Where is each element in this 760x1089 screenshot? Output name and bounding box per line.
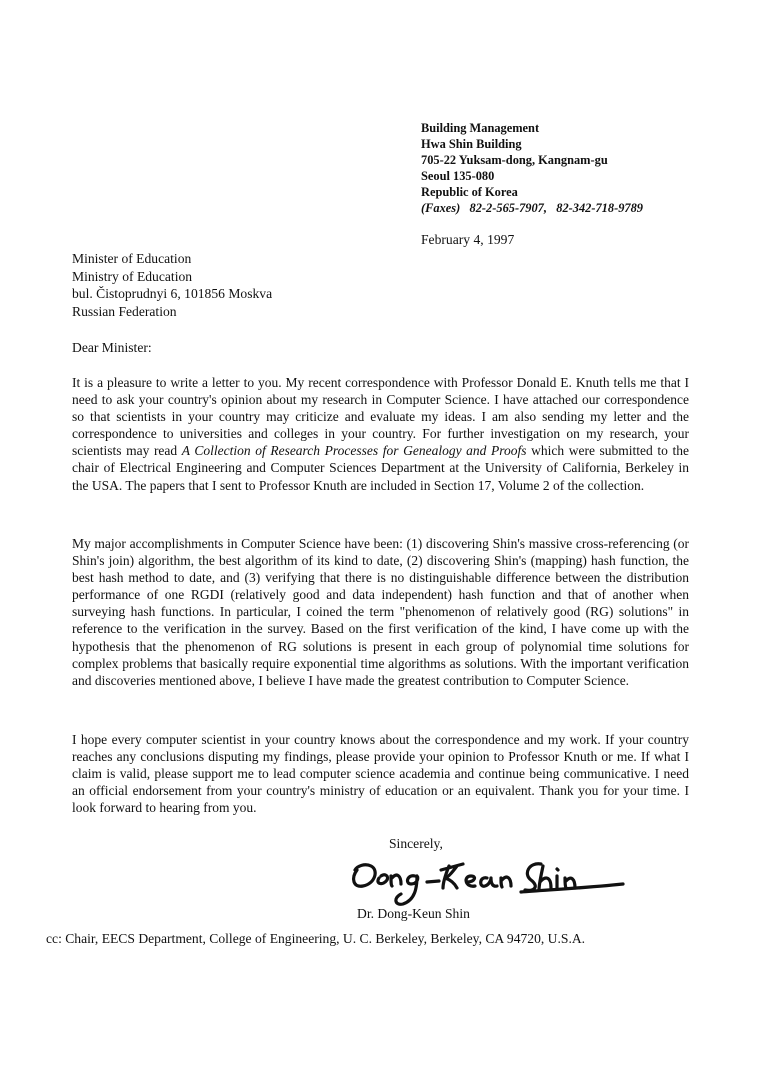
signer-name: Dr. Dong-Keun Shin: [357, 906, 470, 921]
body-paragraph-3: I hope every computer scientist in your country knows about the correspondence and my work. If your country reaches any conclusions disputing my findings, please provide your opinion to Professor Knuth or me. If what I claim is valid, please support me to lead computer science academia and continue being communicative. I need an official endorsement from your country's ministry of education or an equivalent. Thank you for your time. I look forward to hearing from you.: [72, 732, 689, 816]
body-paragraph-1: [72, 374, 689, 494]
handwritten-signature: [345, 848, 630, 912]
fax-line: [421, 200, 643, 216]
recipient-line: Russian Federation: [72, 303, 177, 319]
paragraph-text: It is a pleasure to write a letter to you. My recent correspondence with Professor Donald E. Knuth tells me that I need to ask your country's opinion about my research in Computer Science. I have attached our correspondence so that scientists in your country may criticize and evaluate my ideas. I am also sending my letter and the correspondence to universities and colleges in your country. For further investigation on my research, your scientists may read: [72, 375, 689, 459]
sender-line: 705-22 Yuksam-dong, Kangnam-gu: [421, 153, 608, 167]
fax-numbers: 82-2-565-7907, 82-342-718-9789: [469, 201, 643, 215]
sender-address-block: [421, 120, 643, 216]
salutation: Dear Minister:: [72, 340, 152, 355]
sender-line: Building Management: [421, 121, 540, 135]
paragraph-text: which were submitted to the chair of Electrical Engineering and Computer Sciences Department at the University of California, Berkeley in the USA. The papers that I sent to Professor Knuth are included in Section 17, Volume 2 of the collection.: [72, 443, 689, 493]
recipient-line: bul. Čistoprudnyi 6, 101856 Moskva: [72, 286, 273, 301]
closing: Sincerely,: [389, 836, 443, 851]
sender-line: Republic of Korea: [421, 185, 518, 199]
recipient-line: Ministry of Education: [72, 268, 193, 284]
letter-date: February 4, 1997: [421, 232, 515, 247]
sender-line: Seoul 135-080: [421, 169, 495, 183]
body-paragraph-2: My major accomplishments in Computer Science have been: (1) discovering Shin's massive cross-referencing (or Shin's join) algorithm, the best algorithm of its kind to date, (2) discovering Shin's (mapping) hash function, the best hash method to date, and (3) verifying that there is no distinguishable difference between the distribution performance of one RGDI (relatively good and data independent) hash function and that of another when surveying hash functions. In particular, I coined the term "phenomenon of relatively good (RG) solutions" in reference to the verification in the survey. Based on the first verification of the kind, I have come up with the hypothesis that the phenomenon of RG solutions is present in each group of polynomial time solutions for complex problems that basically require exponential time algorithms as solutions. With the important verification and discoveries mentioned above, I believe I have made the greatest contribution to Computer Science.: [72, 536, 689, 688]
fax-label: (Faxes): [421, 201, 461, 215]
collection-title: A Collection of Research Processes for Genealogy and Proofs: [181, 443, 527, 459]
cc-line: cc: Chair, EECS Department, College of Engineering, U. C. Berkeley, Berkeley, CA 94720, U.S.A.: [46, 931, 586, 946]
recipient-line: Minister of Education: [72, 251, 192, 266]
recipient-address-block: [72, 250, 272, 320]
sender-line: Hwa Shin Building: [421, 137, 522, 151]
